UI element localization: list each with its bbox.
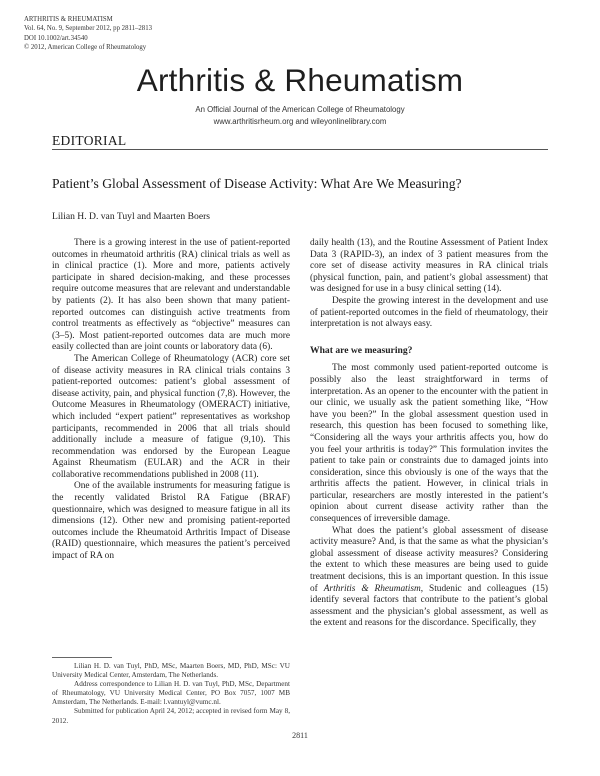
doi: DOI 10.1002/art.34540	[24, 34, 88, 42]
journal-subtitle: An Official Journal of the American College of Rheumatology	[195, 105, 405, 114]
right-column	[310, 238, 548, 630]
journal-reference: Arthritis & Rheumatism	[323, 583, 421, 594]
section-label: EDITORIAL	[52, 133, 127, 148]
paragraph: daily health (13), and the Routine Assessment of Patient Index Data 3 (RAPID-3), an index of 3 patient measures from the core set of disease activity measures in RA clinical trials (physical function, pain, and patient’s global assessment) that was designed for use in a busy clinical setting (14).	[310, 238, 548, 295]
journal-title: Arthritis & Rheumatism	[136, 62, 464, 98]
paragraph: One of the available instruments for measuring fatigue is the recently validated Bristol RA Fatigue (BRAF) questionnaire, which was designed to measure fatigue in all its dimensions (12). Other new and promising patient-reported outcomes include the Rheumatoid Arthritis Impact of Disease (RAID) questionnaire, which measures the patient’s perceived impact of RA on	[52, 481, 290, 562]
copyright: © 2012, American College of Rheumatology	[24, 44, 147, 52]
left-column	[52, 238, 290, 563]
footnotes	[52, 662, 290, 726]
paragraph-text: What does the patient’s global assessment of disease activity measure? And, is that the same as what the physician’s global assessment of disease activity measures? Considering the extent to which these measures are being used to guide treatment decisions, this is an important question. In this issue of	[310, 525, 548, 594]
section-divider	[52, 149, 548, 150]
paragraph: The American College of Rheumatology (ACR) core set of disease activity measures in RA clinical trials contains 3 patient-reported outcomes: patient’s global assessment of disease activity, pain, and physical function (7,8). However, the Outcome Measures in Rheumatology (OMERACT) initiative, which included “expert patient” representatives as workshop participants, recommended in 2006 that all trials should additionally include a measure of fatigue (9,10). This recommendation was endorsed by the European League Against Rheumatism (EULAR) and the ACR in their collaborative recommendations published in 2008 (11).	[52, 353, 290, 480]
section-heading: What are we measuring?	[310, 344, 413, 356]
journal-metadata	[24, 15, 152, 53]
paragraph: Despite the growing interest in the development and use of patient-reported outcomes in the field of rheumatology, their interpretation is not always easy.	[310, 295, 548, 330]
footnote-correspondence: Address correspondence to Lilian H. D. van Tuyl, PhD, MSc, Department of Rheumatology, VU University Medical Center, PO Box 7057, 1007 MB Amsterdam, The Netherlands. E-mail: l.vantuyl@vumc.nl.	[52, 680, 290, 707]
paragraph-text: , Studenic and colleagues (15) identify several factors that contribute to the patient’s global assessment and the physician’s global assessment, as well as the extent and reasons for the discordance. Specifically, they	[310, 583, 548, 629]
journal-abbrev: ARTHRITIS & RHEUMATISM	[24, 16, 113, 23]
paragraph: There is a growing interest in the use of patient-reported outcomes in rheumatoid arthritis (RA) clinical trials as well as in clinical practice (1). More and more, patients actively participate in shared decision-making, and these processes require outcome measures that are relevant and understandable by patients (2). It has also been shown that many patient-reported outcomes can distinguish active treatments from control treatments as effectively as “objective” measures can (3–5). Most patient-reported outcomes data are much more easily collected than are joint counts or laboratory data (6).	[52, 238, 290, 353]
article-authors: Lilian H. D. van Tuyl and Maarten Boers	[52, 211, 211, 222]
volume-line: Vol. 64, No. 9, September 2012, pp 2811–2813	[24, 25, 153, 33]
footnote-affiliation: Lilian H. D. van Tuyl, PhD, MSc, Maarten Boers, MD, PhD, MSc: VU University Medical Center, Amsterdam, The Netherlands.	[52, 662, 290, 680]
footnote-dates: Submitted for publication April 24, 2012; accepted in revised form May 8, 2012.	[52, 707, 290, 725]
journal-urls: www.arthritisrheum.org and wileyonlinelibrary.com	[213, 117, 387, 126]
footnote-divider	[52, 657, 112, 658]
paragraph: The most commonly used patient-reported outcome is possibly also the least straightforward in terms of interpretation. As an opener to the encounter with the patient in our clinic, we usually ask the patient something like, “How have you been?” In the global assessment question used in research, this question has been focused to something like, “Considering all the ways your arthritis affects you, how do you feel your arthritis is today?” This formulation invites the patient to take pain or constraints due to damaged joints into consideration, since this obviously is one of the ways that the arthritis affects the patient. However, in clinical trials in particular, researchers are mostly interested in the patient’s opinion about current disease activity rather than the consequences of irreversible damage.	[310, 363, 548, 525]
paragraph	[310, 526, 548, 630]
page-number: 2811	[292, 731, 308, 740]
article-title: Patient’s Global Assessment of Disease Activity: What Are We Measuring?	[52, 176, 462, 191]
